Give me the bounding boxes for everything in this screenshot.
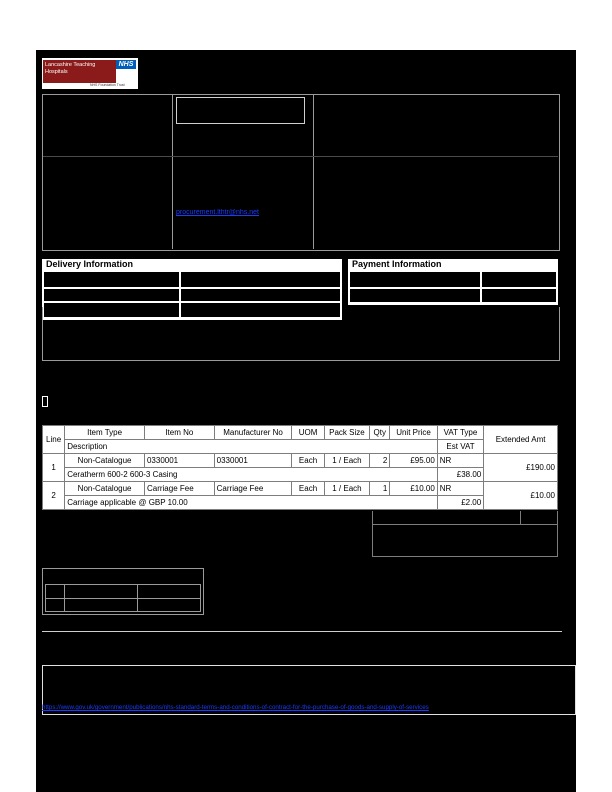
header-manufacturer-no: Manufacturer No [214,426,292,440]
delivery-row-2 [44,289,340,301]
terms-conditions-link[interactable]: https://www.gov.uk/government/publications/nhs-standard-terms-and-conditions-of-contract-for-the-purchase-of-goods-and-supply-of-services [42,704,429,711]
row-vat-type: NR [437,482,483,496]
notes-panel [42,307,560,361]
panel-divider-h [43,156,558,157]
row-item-type: Non-Catalogue [65,454,145,468]
header-vat-type: VAT Type [437,426,483,440]
header-item-type: Item Type [65,426,145,440]
header-uom: UOM [292,426,324,440]
row-vat-type: NR [437,454,483,468]
header-description: Description [65,440,438,454]
header-item-no: Item No [144,426,214,440]
items-table-wrapper [42,425,558,510]
approval-row-divider [45,598,201,599]
order-number-box [176,97,305,124]
row-description: Carriage applicable @ GBP 10.00 [65,496,438,510]
totals-panel [372,511,558,557]
row-uom: Each [292,454,324,468]
checkbox-marker [42,396,48,407]
row-est-vat: £2.00 [437,496,483,510]
table-row-description [43,496,558,510]
logo-text-line2: Hospitals [45,69,68,75]
row-extended-amt: £190.00 [484,454,558,482]
approval-col-divider-1 [64,584,65,612]
totals-header-bar [373,511,558,525]
row-est-vat: £38.00 [437,468,483,482]
table-row [43,454,558,468]
row-pack-size: 1 / Each [324,482,369,496]
row-qty: 1 [370,482,390,496]
logo-text-line3: NHS Foundation Trust [90,83,125,87]
items-table [42,425,558,510]
panel-divider-v2 [313,95,314,249]
row-extended-amt: £10.00 [484,482,558,510]
payment-information-box [348,259,558,305]
row-manufacturer-no: 0330001 [214,454,292,468]
header-line: Line [43,426,65,454]
row-qty: 2 [370,454,390,468]
section-separator [42,631,562,632]
payment-col-divider [480,272,482,302]
table-subheader-row [43,440,558,454]
row-unit-price: £10.00 [390,482,437,496]
header-extended-amt: Extended Amt [484,426,558,454]
row-uom: Each [292,482,324,496]
delivery-information-heading: Delivery Information [42,259,342,270]
nhs-badge: NHS [116,60,136,69]
contact-email-link[interactable]: procurement.lthtr@nhs.net [176,209,259,216]
payment-information-heading: Payment Information [348,259,558,270]
payment-row-2 [350,289,556,302]
row-pack-size: 1 / Each [324,454,369,468]
header-qty: Qty [370,426,390,440]
approval-col-divider-2 [137,584,138,612]
table-row-description [43,468,558,482]
row-manufacturer-no: Carriage Fee [214,482,292,496]
row-item-type: Non-Catalogue [65,482,145,496]
row-description: Ceratherm 600-2 600-3 Casing [65,468,438,482]
row-line: 1 [43,454,65,482]
delivery-row-1 [44,272,340,287]
header-pack-size: Pack Size [324,426,369,440]
row-line: 2 [43,482,65,510]
table-row [43,482,558,496]
header-est-vat: Est VAT [437,440,483,454]
row-item-no: Carriage Fee [144,482,214,496]
approval-table [42,568,204,615]
logo-text-line1: Lancashire Teaching [45,62,96,68]
row-item-no: 0330001 [144,454,214,468]
totals-divider [520,511,521,525]
table-header-row [43,426,558,440]
hospital-logo [42,58,138,89]
payment-row-1 [350,272,556,287]
panel-divider-v1 [172,95,173,249]
row-unit-price: £95.00 [390,454,437,468]
header-unit-price: Unit Price [390,426,437,440]
